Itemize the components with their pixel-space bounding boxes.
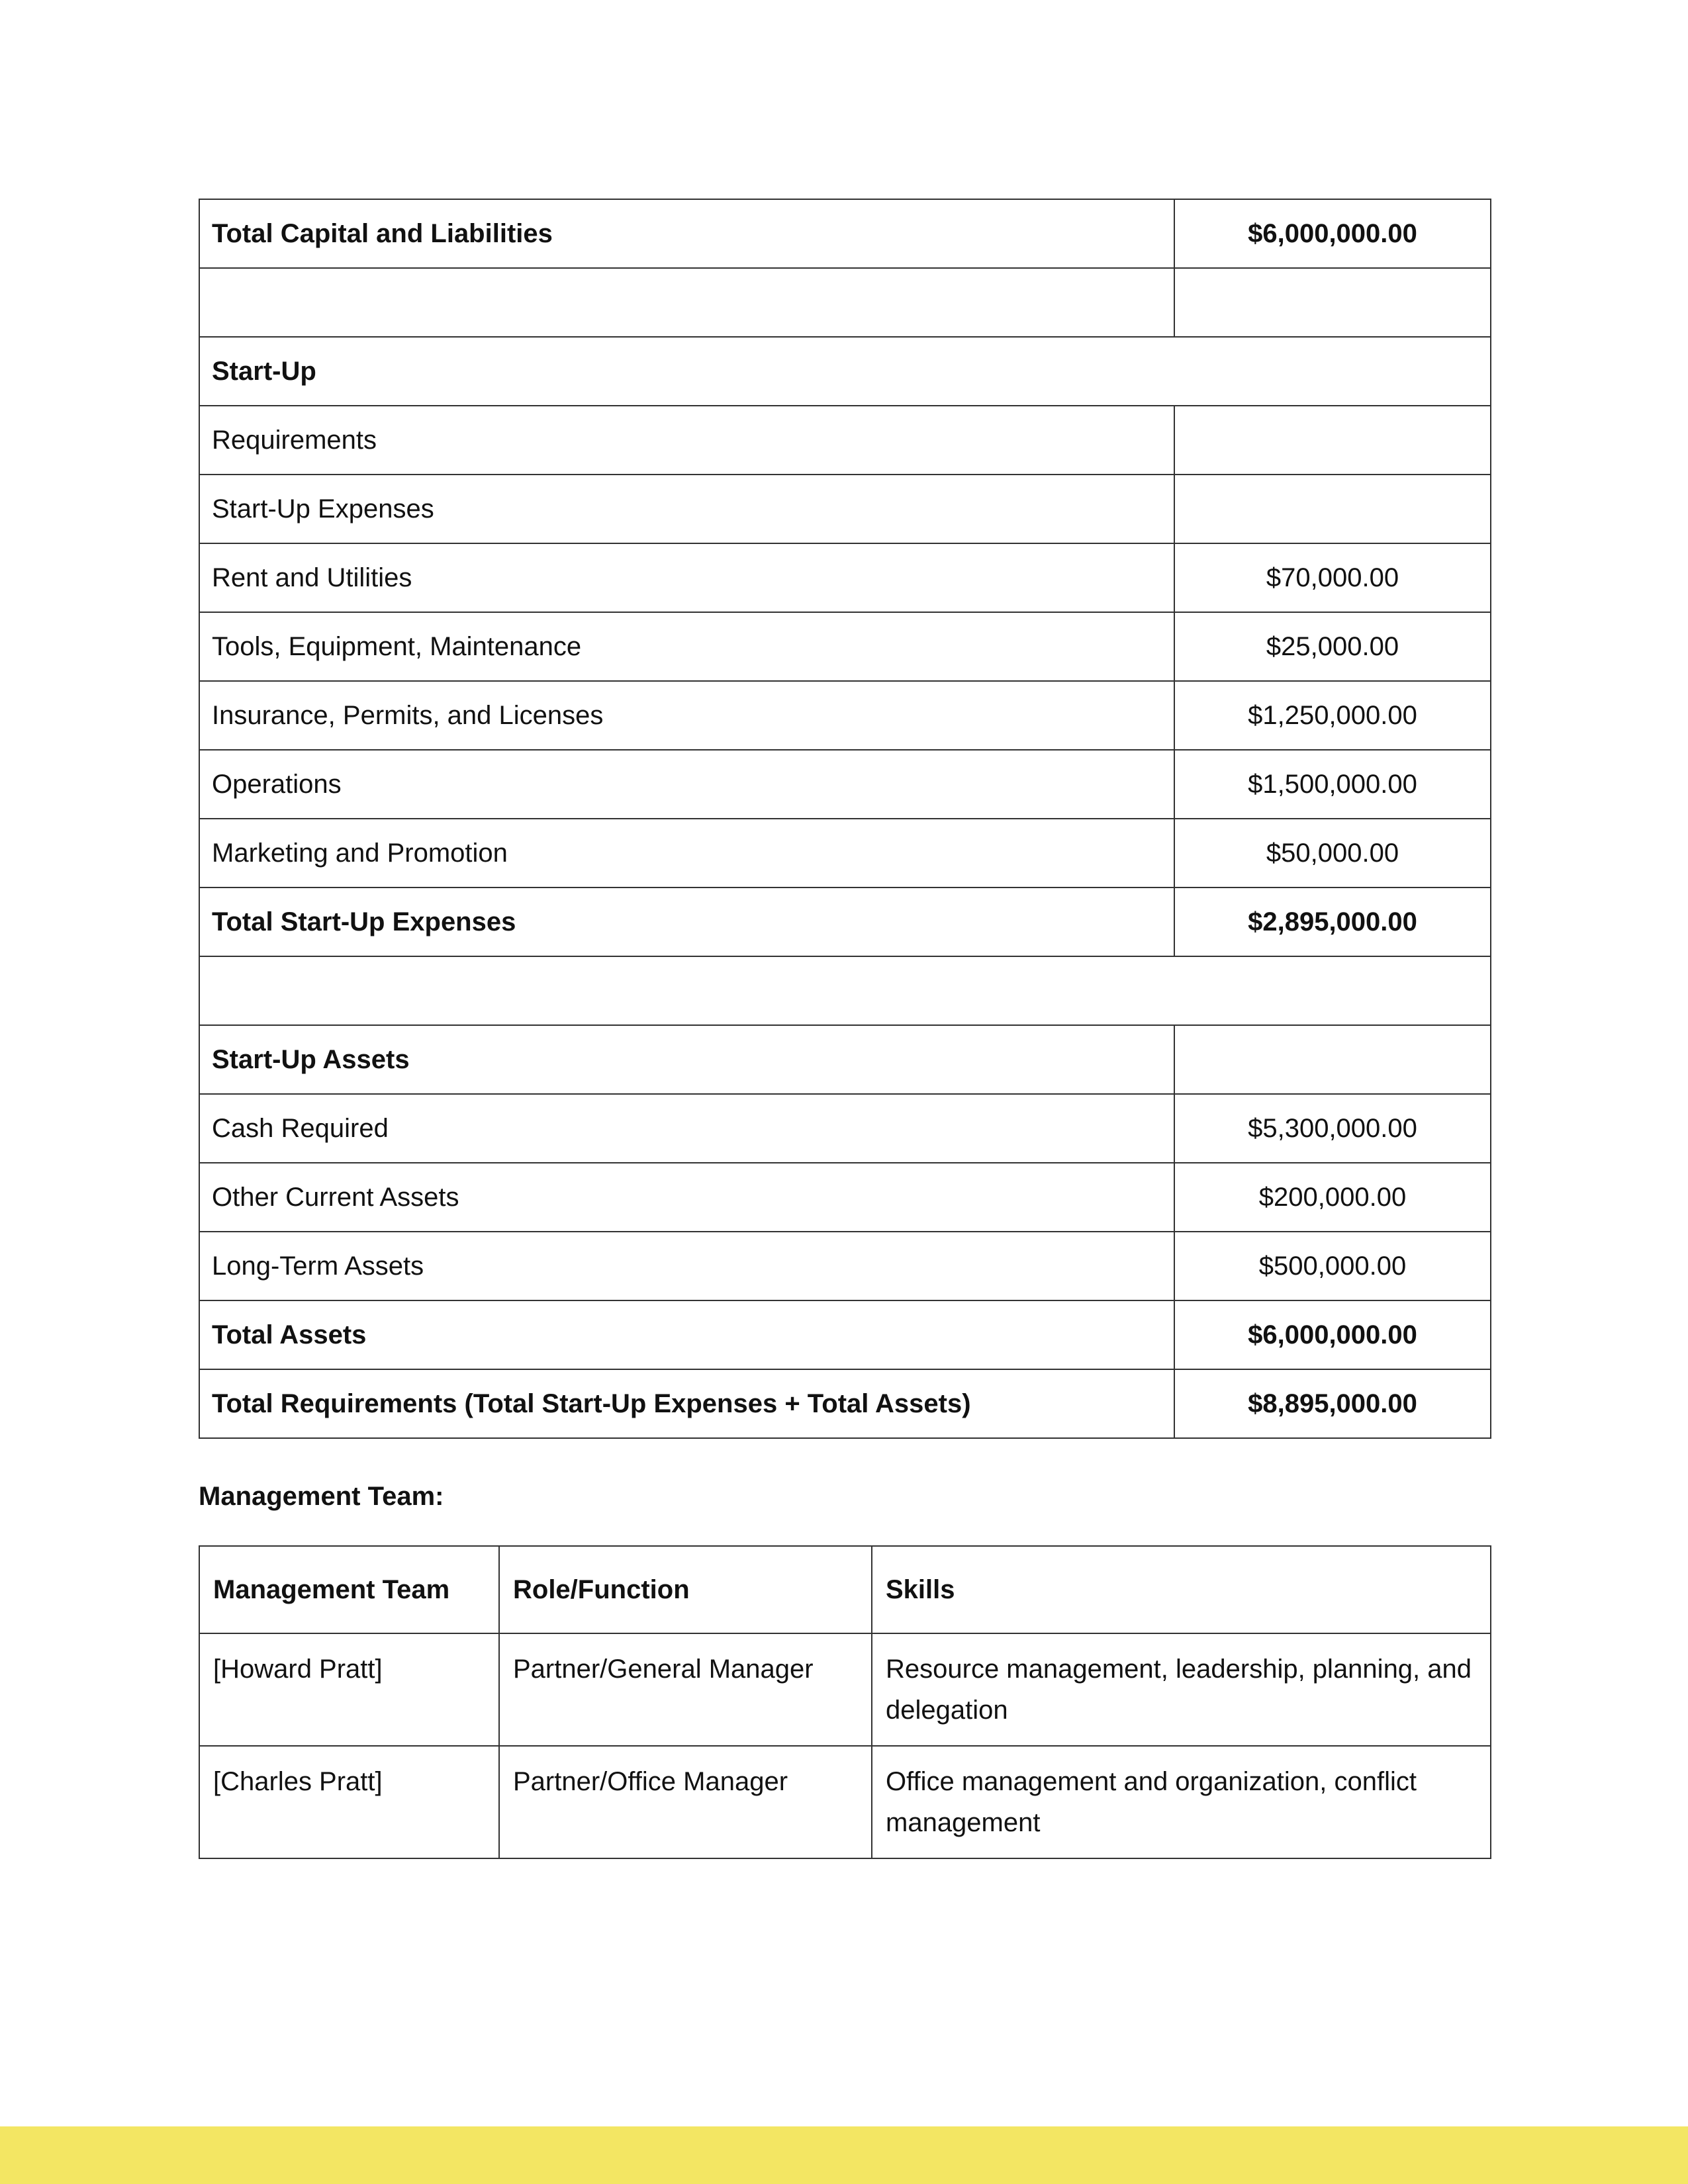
- column-header-skills: Skills: [872, 1546, 1491, 1633]
- member-name: [Howard Pratt]: [199, 1633, 499, 1746]
- row-label: [199, 268, 1174, 337]
- row-label: Tools, Equipment, Maintenance: [199, 612, 1174, 681]
- row-amount: $50,000.00: [1174, 819, 1491, 887]
- table-header-row: [199, 1546, 1491, 1633]
- row-label: Operations: [199, 750, 1174, 819]
- row-amount: [1174, 268, 1491, 337]
- section-label-startup-assets: Start-Up Assets: [199, 1025, 1174, 1094]
- table-row: [199, 681, 1491, 750]
- page-content: [199, 199, 1490, 1859]
- row-amount: $1,250,000.00: [1174, 681, 1491, 750]
- table-row-total: [199, 887, 1491, 956]
- table-row-total: [199, 1369, 1491, 1438]
- table-row-spacer: [199, 956, 1491, 1025]
- table-row-empty: [199, 268, 1491, 337]
- row-label: Other Current Assets: [199, 1163, 1174, 1232]
- row-amount: $500,000.00: [1174, 1232, 1491, 1300]
- table-row: [199, 1633, 1491, 1746]
- row-amount: $1,500,000.00: [1174, 750, 1491, 819]
- table-row-total: [199, 1300, 1491, 1369]
- row-amount: [1174, 475, 1491, 543]
- footer-color-bar: [0, 2126, 1688, 2184]
- row-label: Requirements: [199, 406, 1174, 475]
- row-amount: [1174, 406, 1491, 475]
- row-amount: $6,000,000.00: [1174, 199, 1491, 268]
- management-team-table: [199, 1545, 1491, 1859]
- table-row: [199, 199, 1491, 268]
- row-amount: $5,300,000.00: [1174, 1094, 1491, 1163]
- row-amount: $2,895,000.00: [1174, 887, 1491, 956]
- row-label: Total Start-Up Expenses: [199, 887, 1174, 956]
- table-row: [199, 819, 1491, 887]
- row-label: Long-Term Assets: [199, 1232, 1174, 1300]
- row-label: Cash Required: [199, 1094, 1174, 1163]
- row-amount: $200,000.00: [1174, 1163, 1491, 1232]
- table-row: [199, 612, 1491, 681]
- table-row: [199, 475, 1491, 543]
- table-row: [199, 750, 1491, 819]
- table-row: [199, 1094, 1491, 1163]
- row-amount: [1174, 1025, 1491, 1094]
- row-label: Total Requirements (Total Start-Up Expenses + Total Assets): [199, 1369, 1174, 1438]
- table-row: [199, 543, 1491, 612]
- member-role: Partner/General Manager: [499, 1633, 872, 1746]
- row-amount: $8,895,000.00: [1174, 1369, 1491, 1438]
- row-label: Total Assets: [199, 1300, 1174, 1369]
- management-team-heading: Management Team:: [199, 1482, 444, 1511]
- column-header-role-function: Role/Function: [499, 1546, 872, 1633]
- row-label: Total Capital and Liabilities: [199, 199, 1174, 268]
- table-row: [199, 1746, 1491, 1858]
- table-row: [199, 1232, 1491, 1300]
- row-label: Marketing and Promotion: [199, 819, 1174, 887]
- member-name: [Charles Pratt]: [199, 1746, 499, 1858]
- row-amount: $6,000,000.00: [1174, 1300, 1491, 1369]
- table-row-section: [199, 1025, 1491, 1094]
- row-label: Start-Up Expenses: [199, 475, 1174, 543]
- table-row-section: [199, 337, 1491, 406]
- row-label: Rent and Utilities: [199, 543, 1174, 612]
- startup-financial-table: [199, 199, 1491, 1439]
- member-skills: Office management and organization, conflict management: [872, 1746, 1491, 1858]
- spacer-cell: [199, 956, 1491, 1025]
- member-role: Partner/Office Manager: [499, 1746, 872, 1858]
- member-skills: Resource management, leadership, planning, and delegation: [872, 1633, 1491, 1746]
- row-label: Insurance, Permits, and Licenses: [199, 681, 1174, 750]
- column-header-management-team: Management Team: [199, 1546, 499, 1633]
- section-label-startup: Start-Up: [199, 337, 1491, 406]
- table-row: [199, 406, 1491, 475]
- row-amount: $25,000.00: [1174, 612, 1491, 681]
- table-row: [199, 1163, 1491, 1232]
- row-amount: $70,000.00: [1174, 543, 1491, 612]
